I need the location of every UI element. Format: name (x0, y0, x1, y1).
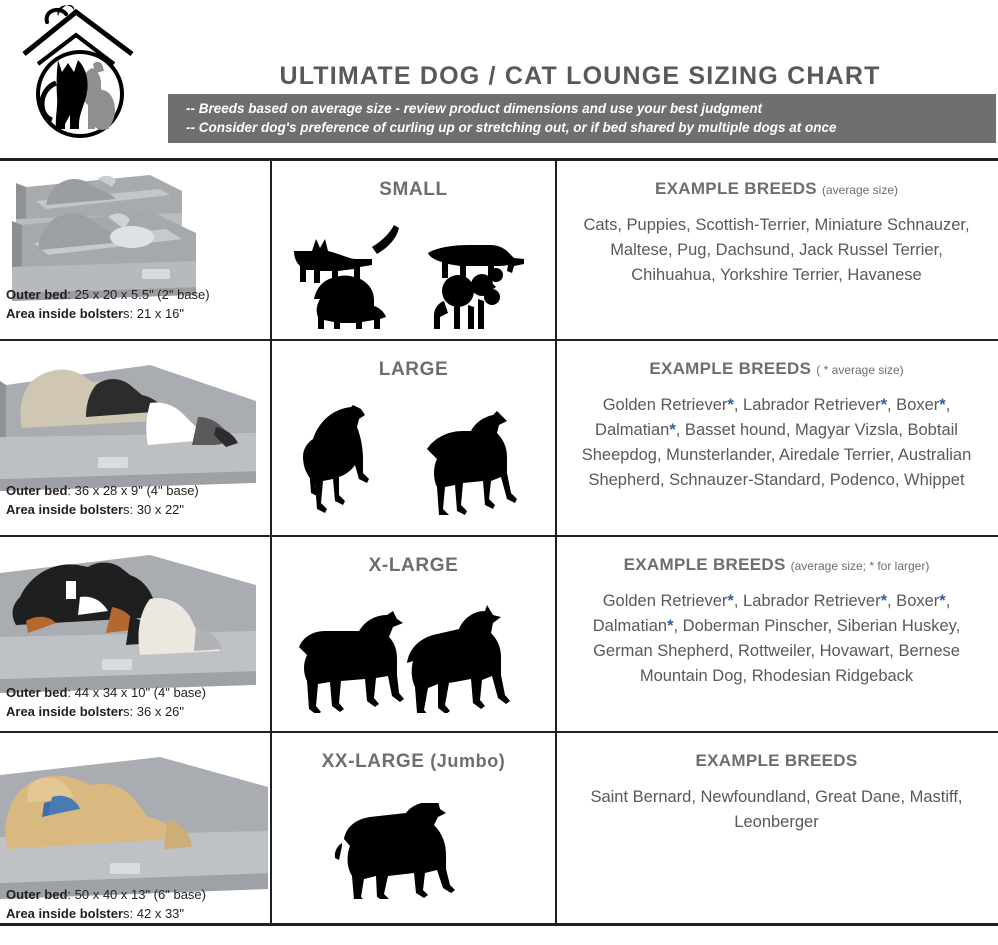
size-label-large: LARGE (378, 359, 449, 380)
large-silhouettes (272, 405, 555, 515)
xxlarge-outer-label: Outer bed (6, 887, 68, 902)
small-breeds-heading-text: EXAMPLE BREEDS (654, 179, 817, 198)
small-bed-photo-cell (0, 161, 272, 339)
size-label-small: SMALL (379, 179, 448, 200)
divider (0, 923, 998, 926)
xlarge-inside-value: s: 36 x 26" (123, 704, 185, 719)
page-title: ULTIMATE DOG / CAT LOUNGE SIZING CHART (279, 62, 881, 90)
size-label-xlarge: X-LARGE (368, 555, 459, 576)
small-inside-label: Area inside bolster (6, 306, 124, 321)
xlarge-silhouette-cell (272, 537, 557, 731)
xxlarge-inside-value: s: 42 x 33" (123, 906, 185, 921)
xlarge-dimensions (6, 683, 206, 721)
small-silhouette-cell (272, 161, 557, 339)
small-inside-value: s: 21 x 16" (123, 306, 185, 321)
table-row (0, 537, 998, 731)
large-breeds-cell (557, 341, 996, 535)
xlarge-inside-label: Area inside bolster (6, 704, 124, 719)
size-label-xxlarge-text: XX-LARGE (321, 751, 425, 772)
table-row (0, 341, 998, 535)
xlarge-breeds-heading-text: EXAMPLE BREEDS (623, 555, 786, 574)
saint-bernard-silhouette (334, 803, 454, 899)
small-silhouettes (272, 211, 555, 329)
xxlarge-breeds-heading (567, 751, 986, 771)
small-dimensions (6, 285, 210, 323)
large-dimensions (6, 481, 199, 519)
size-label-xxlarge-suffix: (Jumbo) (424, 751, 506, 771)
dachshund-silhouette (428, 245, 524, 278)
note-line-1: -- Breeds based on average size - review product dimensions and use your best judgment (186, 101, 763, 116)
note-banner (168, 94, 996, 143)
small-outer-label: Outer bed (6, 287, 68, 302)
xlarge-breeds-note: (average size; * for larger) (790, 559, 930, 573)
xxlarge-silhouettes (272, 803, 555, 899)
xlarge-outer-value: : 44 x 34 x 10" (4" base) (67, 685, 206, 700)
large-breeds-heading-text: EXAMPLE BREEDS (649, 359, 812, 378)
large-breeds-note: ( * average size) (816, 363, 904, 377)
large-silhouette-cell (272, 341, 557, 535)
large-bed-photo-cell (0, 341, 272, 535)
scottish-terrier-silhouette (314, 272, 386, 329)
greyhound-silhouette (303, 405, 369, 513)
house-with-cat-and-dog-logo (14, 2, 159, 152)
size-label-xxlarge (272, 751, 555, 773)
large-inside-label: Area inside bolster (6, 502, 124, 517)
cat-silhouette (294, 225, 399, 283)
xxlarge-silhouette-cell (272, 733, 557, 923)
large-breeds-list: Golden Retriever*, Labrador Retriever*, Boxer*, Dalmatian*, Basset hound, Magyar Vizsla, Bobtail Sheepdog, Munsterlander, Airedale Terrier, Australian Shepherd, Schnauzer-Standard, Podenco, Whippet (581, 396, 972, 489)
labrador-silhouette (299, 611, 404, 713)
boxer-silhouette (427, 411, 517, 515)
xxlarge-breeds-heading-text: EXAMPLE BREEDS (695, 751, 858, 770)
german-shepherd-silhouette (407, 605, 510, 713)
large-outer-value: : 36 x 28 x 9" (4" base) (67, 483, 199, 498)
large-breeds-heading (567, 359, 986, 379)
xxlarge-dimensions (6, 885, 206, 923)
small-breeds-list: Cats, Puppies, Scottish-Terrier, Miniature Schnauzer, Maltese, Pug, Dachsund, Jack Russel Terrier, Chihuahua, Yorkshire Terrier, Havanese (583, 216, 970, 284)
xxlarge-outer-value: : 50 x 40 x 13" (6" base) (67, 887, 206, 902)
xxlarge-breeds-cell (557, 733, 996, 923)
large-outer-label: Outer bed (6, 483, 68, 498)
table-row (0, 161, 998, 339)
small-breeds-cell (557, 161, 996, 339)
xlarge-silhouettes (272, 605, 555, 713)
xlarge-breeds-list: Golden Retriever*, Labrador Retriever*, Boxer*, Dalmatian*, Doberman Pinscher, Siberian Huskey, German Shepherd, Rottweiler, Hovawart, Bernese Mountain Dog, Rhodesian Ridgeback (592, 592, 961, 685)
xxlarge-inside-label: Area inside bolster (6, 906, 124, 921)
note-line-2: -- Consider dog's preference of curling up or stretching out, or if bed shared by multiple dogs at once (186, 120, 837, 135)
xlarge-outer-label: Outer bed (6, 685, 68, 700)
small-breeds-note: (average size) (821, 183, 898, 197)
small-outer-value: : 25 x 20 x 5.5" (2" base) (67, 287, 210, 302)
small-breeds-heading (567, 179, 986, 199)
xxlarge-breeds-list: Saint Bernard, Newfoundland, Great Dane, Mastiff, Leonberger (590, 788, 963, 831)
xlarge-bed-photo-cell (0, 537, 272, 731)
large-inside-value: s: 30 x 22" (123, 502, 185, 517)
xxlarge-bed-photo-cell (0, 733, 272, 923)
table-row (0, 733, 998, 923)
xlarge-breeds-heading (567, 555, 986, 575)
xlarge-breeds-cell (557, 537, 996, 731)
page-header (0, 0, 998, 158)
